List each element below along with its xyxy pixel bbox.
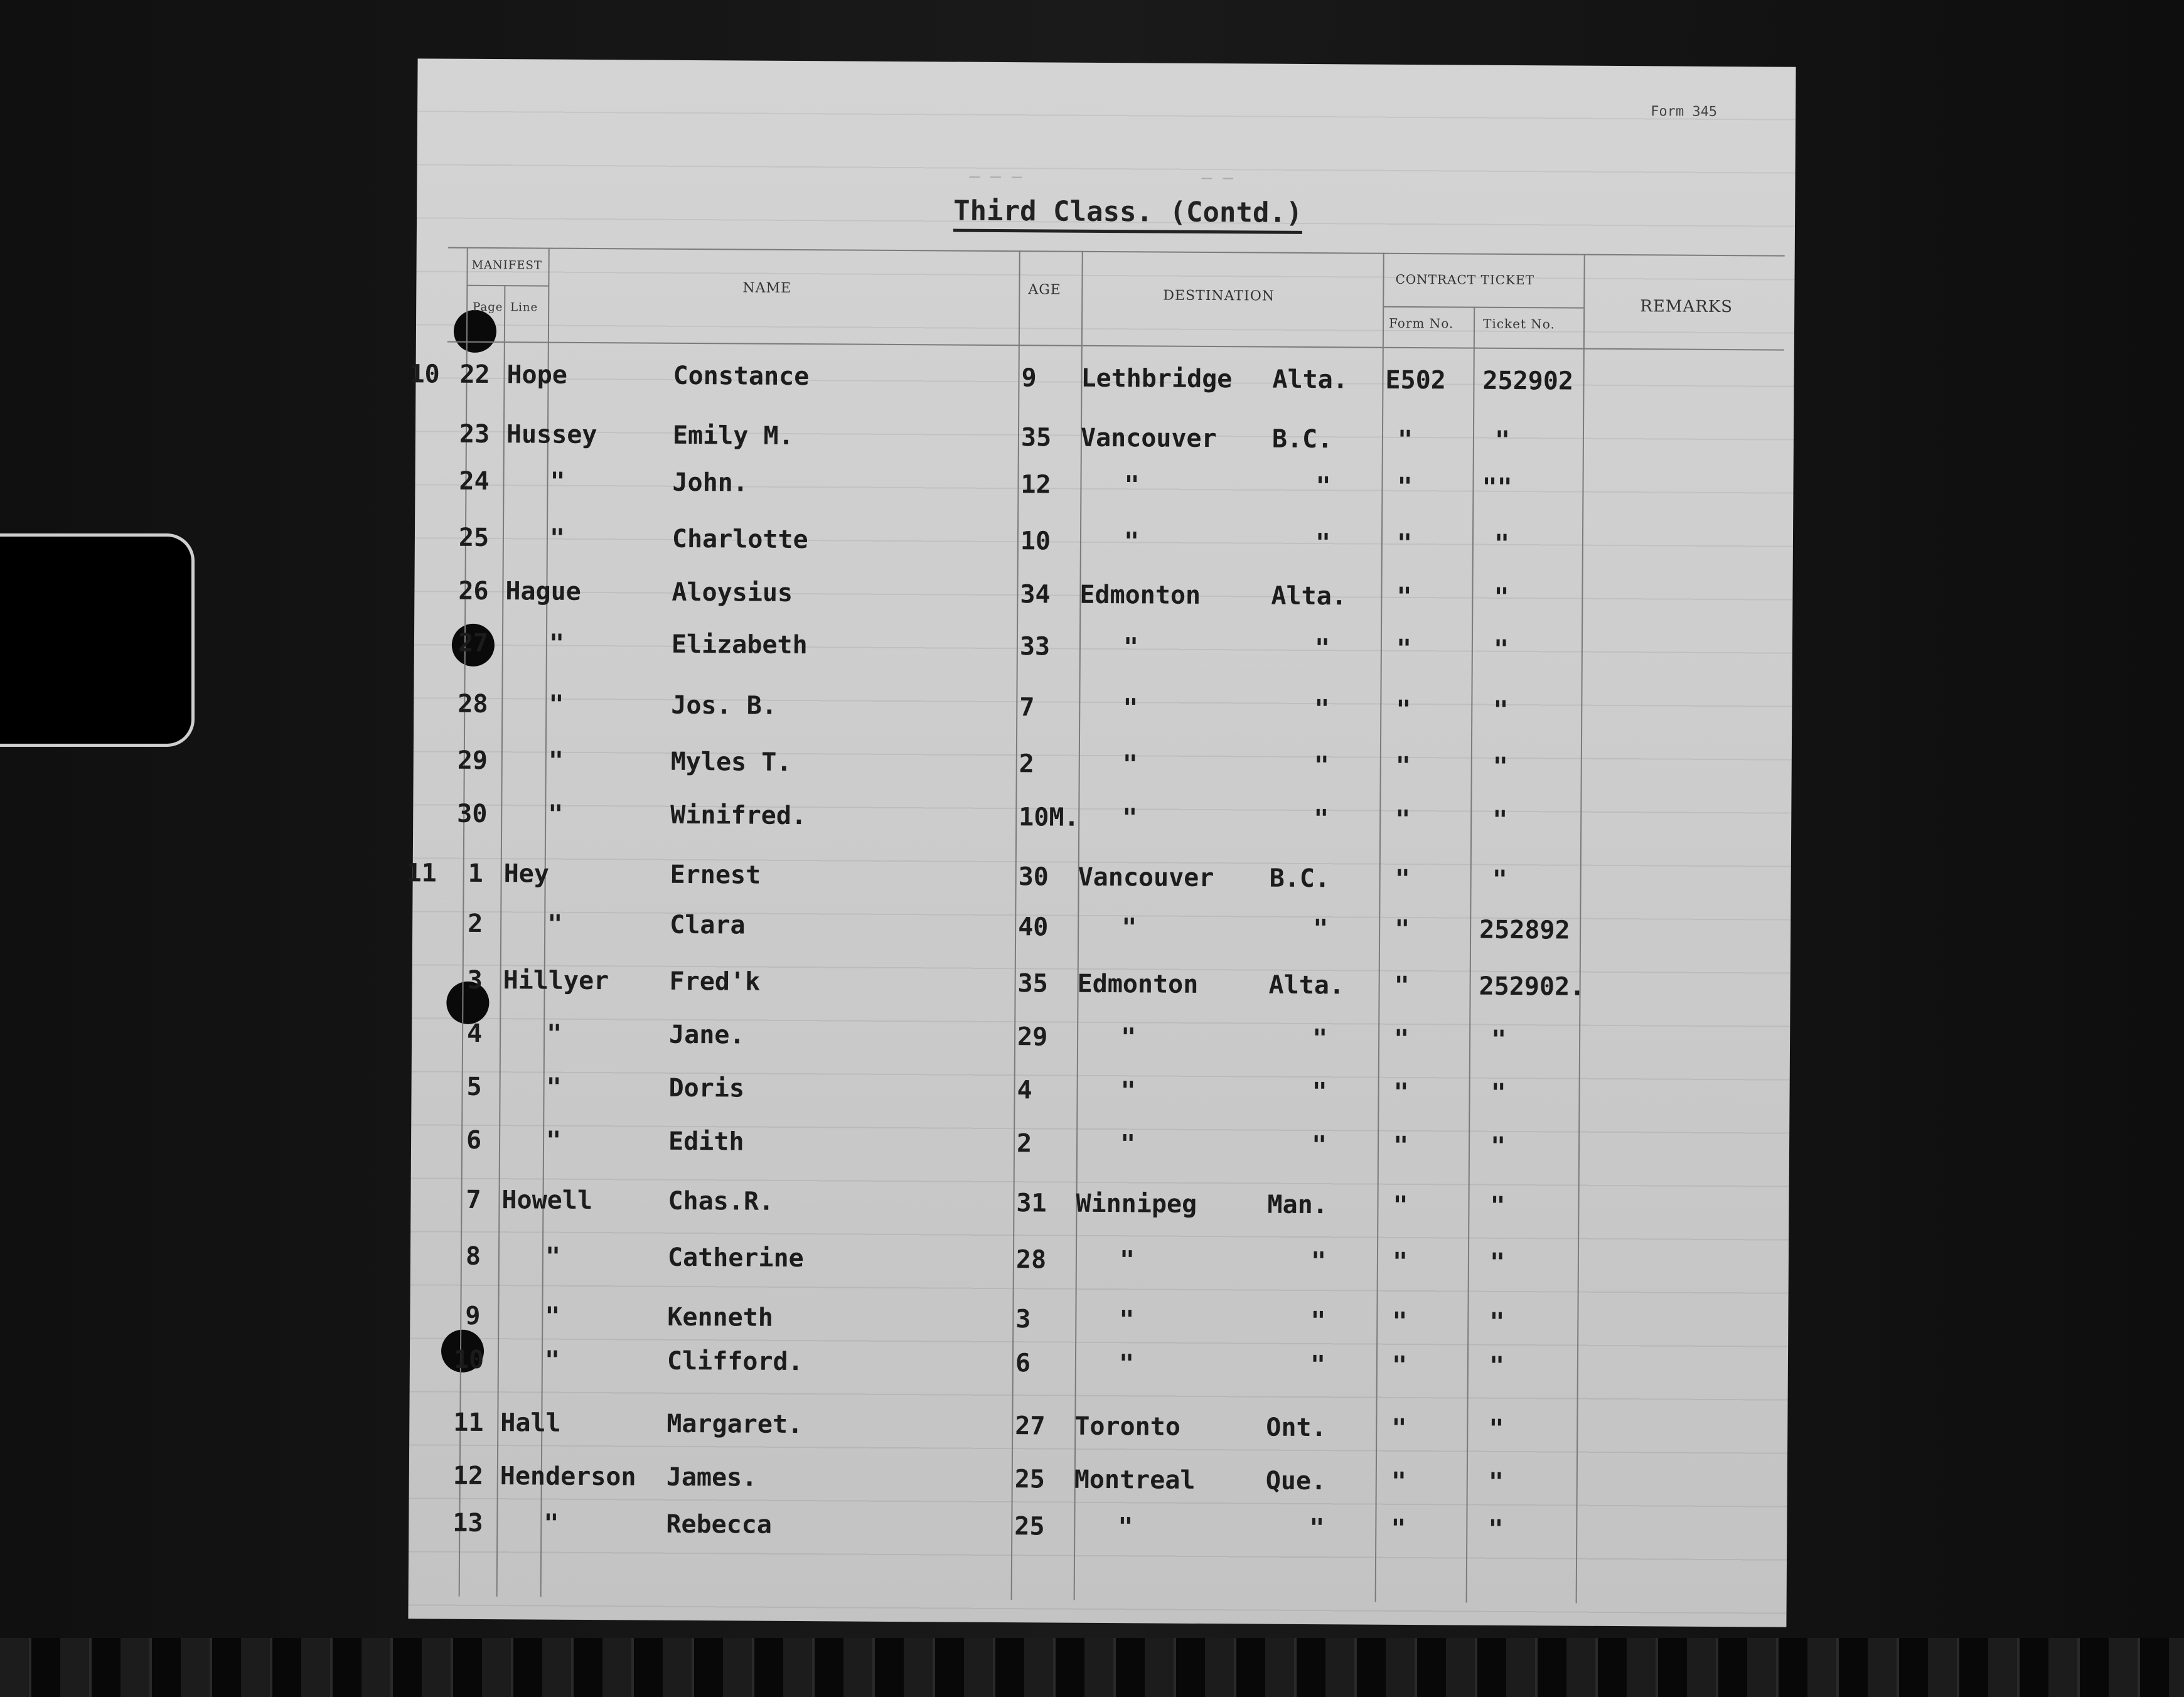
surname-cell: " [545, 1126, 562, 1155]
form-number: Form 345 [1651, 104, 1718, 120]
manifest-line-cell: 29 [457, 746, 488, 776]
age-cell: 25 [1014, 1465, 1046, 1494]
given-name-cell: Rebecca [666, 1509, 773, 1539]
contract-ticket-rule [1383, 306, 1583, 309]
surname-cell: " [549, 523, 565, 553]
age-cell: 30 [1018, 862, 1049, 892]
ticket-no-cell: " [1493, 695, 1509, 725]
manifest-line-cell: 9 [465, 1301, 481, 1330]
destination-city-cell: Edmonton [1077, 969, 1199, 999]
manifest-line-cell: 30 [457, 799, 488, 829]
ticket-no-cell: " [1492, 752, 1508, 781]
manifest-line-cell: 6 [466, 1125, 482, 1155]
manifest-line-cell: 23 [459, 419, 490, 449]
manifest-line-cell: 26 [458, 576, 489, 606]
ticket-no-cell: " [1494, 529, 1510, 559]
destination-city-cell: " [1121, 913, 1137, 943]
destination-city-cell: " [1122, 750, 1138, 779]
header-manifest: MANIFEST [471, 258, 542, 272]
manifest-line-cell: 1 [468, 859, 483, 888]
manifest-line-cell: 3 [467, 965, 483, 995]
ticket-no-cell: " [1489, 1248, 1506, 1277]
given-name-cell: Margaret. [666, 1409, 803, 1440]
header-page: Page [473, 300, 503, 314]
destination-province-cell: " [1314, 695, 1330, 724]
age-cell: 3 [1015, 1305, 1031, 1334]
surname-cell: " [546, 1073, 562, 1102]
surname-cell: " [548, 746, 564, 776]
header-destination: DESTINATION [1163, 287, 1275, 304]
surname-cell: " [545, 1302, 560, 1331]
destination-province-cell: " [1310, 1247, 1327, 1277]
destination-province-cell: " [1312, 1078, 1327, 1107]
destination-province-cell: " [1315, 472, 1331, 501]
manifest-rule [466, 285, 548, 287]
manifest-line-cell: 13 [452, 1508, 483, 1538]
age-cell: 2 [1016, 1129, 1032, 1159]
destination-province-cell: Alta. [1271, 581, 1347, 611]
destination-province-cell: " [1310, 1351, 1326, 1380]
surname-cell: " [546, 1019, 562, 1049]
column-line [1375, 253, 1384, 1602]
form-no-cell: " [1391, 1413, 1407, 1443]
surname-cell: Hope [506, 360, 568, 390]
form-no-cell: " [1391, 1514, 1406, 1543]
surname-cell: " [547, 909, 563, 939]
header-form-no: Form No. [1388, 315, 1454, 331]
ticket-no-cell: 252902. [1479, 972, 1585, 1002]
manifest-line-cell: 8 [465, 1241, 481, 1271]
column-line [1576, 254, 1585, 1603]
header-name: NAME [742, 280, 792, 296]
surname-cell: Hillyer [503, 966, 609, 996]
age-cell: 31 [1016, 1189, 1047, 1218]
header-age: AGE [1028, 282, 1061, 298]
age-cell: 29 [1017, 1022, 1048, 1052]
page-title: Third Class. (Contd.) [953, 195, 1303, 234]
form-no-cell: " [1396, 582, 1412, 612]
destination-city-cell: Vancouver [1080, 423, 1217, 454]
destination-province-cell: " [1315, 528, 1331, 558]
destination-province-cell: Alta. [1272, 365, 1349, 395]
given-name-cell: Winifred. [670, 800, 807, 831]
destination-province-cell: " [1309, 1514, 1325, 1543]
form-no-cell: " [1392, 1307, 1408, 1336]
destination-city-cell: " [1123, 527, 1140, 557]
destination-city-cell: " [1120, 1023, 1137, 1052]
surname-cell: Hey [503, 859, 550, 889]
given-name-cell: Edith [668, 1127, 744, 1157]
manifest-line-cell: 2 [468, 909, 483, 938]
faint-marks: — — — [969, 165, 1022, 187]
age-cell: 7 [1019, 693, 1035, 722]
manifest-page-cell: 10 [409, 360, 440, 389]
age-cell: 25 [1014, 1512, 1045, 1541]
manifest-line-cell: 11 [453, 1408, 484, 1437]
given-name-cell: Fred'k [669, 966, 761, 997]
destination-city-cell: " [1118, 1512, 1133, 1542]
given-name-cell: John. [672, 468, 749, 498]
form-no-cell: " [1392, 1247, 1408, 1277]
header-remarks: REMARKS [1640, 297, 1733, 317]
given-name-cell: Constance [673, 361, 810, 392]
given-name-cell: Kenneth [667, 1302, 774, 1332]
given-name-cell: Catherine [667, 1243, 804, 1273]
form-no-cell: " [1394, 971, 1410, 1000]
form-no-cell: " [1397, 472, 1413, 502]
destination-city-cell: " [1120, 1076, 1136, 1106]
age-cell: 35 [1017, 969, 1048, 998]
destination-province-cell: Man. [1267, 1190, 1328, 1220]
destination-province-cell: " [1313, 914, 1329, 944]
ticket-no-cell: " [1488, 1467, 1504, 1497]
destination-city-cell: " [1118, 1349, 1135, 1379]
destination-province-cell: Que. [1265, 1466, 1327, 1496]
manifest-line-cell: 27 [458, 628, 489, 658]
destination-city-cell: " [1119, 1246, 1135, 1275]
manifest-line-cell: 12 [452, 1461, 484, 1491]
manifest-line-cell: 22 [459, 360, 490, 390]
destination-province-cell: " [1311, 1131, 1327, 1160]
surname-cell: " [544, 1346, 560, 1375]
age-cell: 12 [1020, 470, 1051, 500]
ticket-no-cell: " [1494, 582, 1509, 612]
form-no-cell: " [1393, 1191, 1408, 1220]
given-name-cell: Ernest [670, 860, 761, 890]
form-no-cell: " [1395, 751, 1411, 781]
age-cell: 6 [1015, 1349, 1031, 1378]
ticket-no-cell: " [1490, 1132, 1506, 1161]
surname-cell: Howell [501, 1186, 593, 1216]
given-name-cell: Emily M. [672, 420, 794, 451]
header-line: Line [510, 301, 538, 314]
given-name-cell: Clifford. [666, 1346, 803, 1377]
age-cell: 27 [1015, 1411, 1046, 1441]
destination-city-cell: " [1120, 1130, 1136, 1159]
destination-city-cell: Lethbridge [1081, 363, 1233, 394]
age-cell: 9 [1021, 363, 1037, 393]
form-no-cell: " [1391, 1467, 1407, 1496]
manifest-line-cell: 7 [466, 1185, 481, 1214]
ticket-no-cell: " [1491, 1078, 1506, 1108]
ticket-no-cell: " [1489, 1351, 1505, 1381]
given-name-cell: James. [666, 1462, 757, 1492]
faint-marks: — — [1201, 166, 1234, 188]
surname-cell: " [550, 467, 565, 496]
column-line [459, 247, 468, 1597]
ticket-no-cell: " [1494, 426, 1511, 455]
destination-province-cell: " [1314, 805, 1329, 834]
ticket-no-cell: " [1489, 1414, 1504, 1443]
destination-province-cell: " [1310, 1307, 1326, 1336]
destination-province-cell: B.C. [1269, 864, 1330, 894]
destination-city-cell: " [1123, 693, 1138, 723]
given-name-cell: Doris [668, 1073, 745, 1103]
destination-province-cell: Alta. [1268, 970, 1345, 1000]
surname-cell: " [549, 629, 565, 658]
manifest-line-cell: 10 [453, 1345, 484, 1374]
destination-city-cell: " [1123, 633, 1139, 662]
ticket-no-cell: 252902 [1482, 366, 1574, 396]
destination-province-cell: " [1312, 1024, 1328, 1054]
manifest-line-cell: 24 [459, 466, 490, 496]
folder-tab [0, 533, 195, 747]
form-no-cell: " [1394, 864, 1410, 894]
given-name-cell: Jos. B. [671, 690, 778, 720]
age-cell: 28 [1015, 1245, 1047, 1275]
surname-cell: Hague [505, 577, 581, 606]
form-no-cell: " [1394, 914, 1410, 944]
age-cell: 10 [1020, 527, 1051, 556]
column-line [496, 285, 506, 1597]
given-name-cell: Aloysius [672, 577, 793, 608]
manifest-line-cell: 25 [458, 523, 490, 553]
destination-province-cell: Ont. [1266, 1413, 1327, 1443]
manifest-line-cell: 5 [466, 1072, 482, 1101]
form-no-cell: " [1393, 1078, 1409, 1107]
destination-city-cell: Vancouver [1078, 862, 1214, 893]
form-no-cell: " [1396, 634, 1412, 664]
given-name-cell: Clara [670, 910, 746, 940]
given-name-cell: Myles T. [670, 747, 792, 777]
destination-province-cell: " [1314, 634, 1330, 663]
age-cell: 35 [1020, 423, 1052, 452]
destination-province-cell: B.C. [1271, 424, 1333, 454]
manifest-page-cell: 11 [406, 859, 437, 888]
form-no-cell: " [1393, 1131, 1409, 1160]
age-cell: 4 [1017, 1076, 1032, 1105]
header-contract-ticket: CONTRACT TICKET [1395, 271, 1535, 288]
destination-province-cell: " [1314, 751, 1329, 781]
surname-cell: " [545, 1242, 561, 1271]
given-name-cell: Chas.R. [668, 1186, 774, 1216]
destination-city-cell: " [1124, 471, 1140, 500]
surname-cell: Henderson [500, 1462, 636, 1492]
destination-city-cell: Edmonton [1079, 580, 1201, 610]
form-no-cell: " [1396, 528, 1413, 559]
ticket-no-cell: " [1489, 1307, 1505, 1337]
age-cell: 10M. [1019, 803, 1079, 832]
age-cell: 2 [1019, 749, 1034, 779]
ticket-no-cell: 252892 [1479, 915, 1570, 945]
given-name-cell: Elizabeth [671, 629, 808, 660]
given-name-cell: Charlotte [672, 524, 808, 555]
destination-city-cell: " [1122, 803, 1138, 833]
destination-city-cell: Winnipeg [1076, 1189, 1197, 1219]
surname-cell: " [549, 690, 564, 719]
film-edge-strip [0, 1638, 2184, 1697]
form-no-cell: " [1395, 805, 1411, 835]
form-no-cell: E502 [1385, 365, 1446, 395]
ticket-no-cell: " [1493, 634, 1509, 664]
surname-cell: " [543, 1509, 559, 1538]
given-name-cell: Jane. [668, 1020, 745, 1050]
form-no-cell: " [1391, 1351, 1408, 1380]
ticket-no-cell: "" [1482, 473, 1512, 502]
age-cell: 34 [1020, 580, 1051, 609]
ticket-no-cell: " [1491, 1025, 1507, 1054]
surname-cell: Hussey [506, 420, 597, 450]
form-no-cell: " [1396, 695, 1411, 725]
age-cell: 33 [1019, 632, 1051, 661]
destination-city-cell: " [1119, 1305, 1135, 1335]
ticket-no-cell: " [1492, 805, 1508, 835]
ticket-no-cell: " [1490, 1191, 1506, 1221]
punch-hole [454, 310, 496, 353]
column-line [1466, 307, 1475, 1603]
surname-cell: " [548, 800, 564, 829]
ticket-no-cell: " [1488, 1514, 1504, 1544]
manifest-line-cell: 4 [466, 1019, 483, 1048]
column-line [1074, 251, 1083, 1600]
manifest-line-cell: 28 [458, 689, 488, 719]
age-cell: 40 [1018, 913, 1049, 942]
surname-cell: Hall [500, 1408, 561, 1438]
destination-city-cell: Montreal [1074, 1465, 1196, 1495]
manifest-page [408, 58, 1796, 1627]
header-ticket-no: Ticket No. [1482, 316, 1555, 332]
destination-city-cell: Toronto [1074, 1411, 1181, 1442]
form-no-cell: " [1397, 425, 1413, 455]
ticket-no-cell: " [1492, 865, 1507, 894]
form-no-cell: " [1393, 1024, 1410, 1054]
